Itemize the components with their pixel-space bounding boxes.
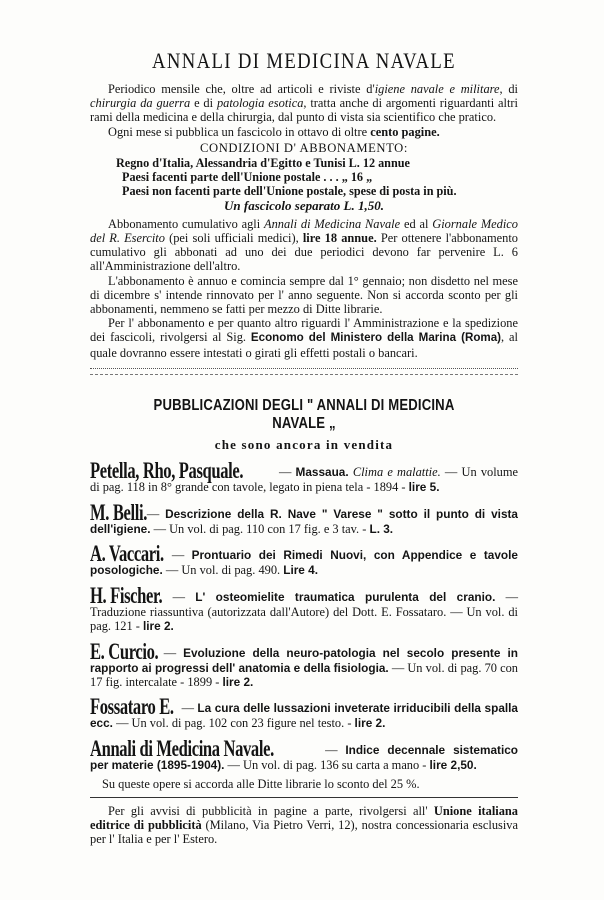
body-text: Per l' abbonamento e per quanto altro riguardi l' Amministrazione e la spedizione dei fascicoli, rivolgersi al Sig. [90,316,518,345]
entry-author: Fossataro E. [90,694,174,720]
body-text: ed al [400,216,433,231]
divider [90,368,518,372]
entry-dash: — [317,743,346,758]
intro-text: Periodico mensile che, oltre ad articoli e riviste d' [108,82,375,96]
entry-author: Petella, Rho, Pasquale. [90,457,244,483]
price-italy: Regno d'Italia, Alessandria d'Egitto e Tunisi L. 12 annue [116,155,410,170]
entry-title: Prontuario dei Rimedi Nuovi, con Appendice e tavole posologiche. [90,548,518,578]
footer-bold: Unione italiana editrice di pubblicità [90,804,518,833]
intro-text: e di [190,96,217,111]
entry-details: — Un vol. di pag. 490. [162,563,284,578]
body-bold: lire 18 annue. [302,231,377,246]
list-item [90,541,518,578]
publications-list [90,457,519,773]
entry-details: — Un vol. di pag. 110 con 17 fig. e 3 tav. - [150,521,370,536]
intro-paragraph [90,82,518,125]
body-em: Giornale Medico del R. Esercito [90,216,518,246]
frequency-bold: cento pagine. [370,124,440,139]
entry-price: lire 2. [143,619,174,634]
entry-price: Lire 4. [283,563,318,578]
entry-details: — Un vol. di pag. 136 su carta a mano - [224,758,430,773]
entry-price: lire 2. [222,674,254,689]
entry-dash: — [156,645,184,660]
entry-title: Massaua. [295,464,349,479]
entry-price: lire 2,50. [429,758,477,773]
entry-dash: — [164,548,192,563]
entry-author: M. Belli. [90,499,148,525]
entry-details: — Un volume di pag. 118 in 8° grande con tavole, legato in piena tela - 1894 - [90,464,519,494]
entry-title: La cura delle lussazioni inveterate irriducibili della spalla ecc. [90,701,518,731]
entry-title: L' osteomielite traumatica purulenta del cranio. [195,590,496,605]
list-item [90,583,518,634]
entry-price: lire 5. [408,479,440,494]
advertising-paragraph [90,804,518,846]
frequency-paragraph [90,125,518,139]
entry-dash: — [178,701,198,716]
entry-author: A. Vaccari. [90,541,164,567]
entry-price: lire 2. [354,716,386,731]
entry-dash: — [162,590,196,605]
administration-paragraph [90,316,518,360]
entry-title: Indice decennale sistematico per materie (1895-1904). [90,743,518,773]
list-item [90,499,518,537]
entry-title: Descrizione della R. Nave " Varese " sotto il punto di vista dell'igiene. [90,506,518,536]
body-text: Abbonamento cumulativo agli [108,216,265,231]
entry-details: — Un vol. di pag. 70 con 17 fig. intercalate - 1899 - [90,660,518,689]
page-title: ANNALI DI MEDICINA NAVALE [152,48,456,73]
list-item [90,736,518,773]
intro-text: , tratta anche di argomenti riguardanti altri rami della medicina e della chirurgia, dal punto di vista sia scientifico che pratico. [90,96,518,125]
entry-dash: — [274,464,296,479]
body-text: , al quale dovranno essere intestati o girati gli effetti postali o bancari. [90,330,519,360]
conditions-heading: CONDIZIONI D' ABBONAMENTO: [200,140,408,155]
price-postal-union: Paesi facenti parte dell'Unione postale . . . „ 16 „ [122,169,373,184]
body-em: Annali di Medicina Navale [264,216,401,231]
entry-author: E. Curcio. [90,638,159,664]
intro-em-chirurgia: chirurgia da guerra [90,96,191,111]
cumulative-paragraph [90,217,518,274]
intro-em-patologia: patologia esotica [216,96,304,111]
list-item [90,457,519,495]
single-issue-price: Un fascicolo separato L. 1,50. [224,197,384,213]
price-non-postal-union: Paesi non facenti parte dell'Unione postale, spese di posta in più. [122,183,457,198]
entry-subtitle: Clima e malattie. [348,464,441,479]
renewal-paragraph: L'abbonamento è annuo e comincia sempre dal 1° gennaio; non disdetto nel mese di dicembre s' intende rinnovato per l' anno seguente. Non si accorda sconto per gli abbonamenti, nemmeno se fatti per mezzo di Ditte librarie. [90,273,518,317]
entry-details: — Un vol. di pag. 102 con 23 figure nel testo. - [112,716,355,731]
intro-em-igiene: igiene navale e militare [374,82,500,96]
footer-text: (Milano, Via Pietro Verri, 12), nostra concessionaria esclusiva per l' Italia e per l' Estero. [90,818,518,847]
divider [90,374,518,377]
entry-author: H. Fischer. [90,583,163,609]
entry-price: L. 3. [369,521,394,536]
body-text: (pei soli ufficiali medici), [164,231,303,246]
footer-text: Per gli avvisi di pubblicità in pagine a parte, rivolgersi all' [108,804,434,819]
publications-heading: PUBBLICAZIONI DEGLI " ANNALI DI MEDICINA NAVALE „ [153,396,455,432]
discount-note: Su queste opere si accorda alle Ditte librarie lo sconto del 25 %. [102,777,420,792]
entry-dash: — [141,506,166,521]
frequency-text: Ogni mese si pubblica un fascicolo in ottavo di oltre [108,124,371,139]
intro-text: , di [499,82,518,96]
page [90,48,518,846]
entry-author: Annali di Medicina Navale. [90,736,274,762]
publications-subheading: che sono ancora in vendita [214,436,394,452]
list-item [90,694,518,731]
body-bold: Economo del Ministero della Marina (Roma) [250,331,502,345]
entry-details: — Traduzione riassuntiva (autorizzata dall'Autore) del Dott. E. Fossataro. — Un vol. di pag. 121 - [90,590,518,634]
list-item [90,638,518,690]
entry-title: Evoluzione della neuro-patologia nel secolo presente in rapporto ai progressi dell' anatomia e della fisiologia. [90,645,518,675]
body-text: Per ottenere l'abbonamento cumulativo gli abbonati ad uno dei due periodici devono far pervenire L. 6 all'Amministrazione dell'altro. [90,231,518,274]
divider [90,797,518,798]
